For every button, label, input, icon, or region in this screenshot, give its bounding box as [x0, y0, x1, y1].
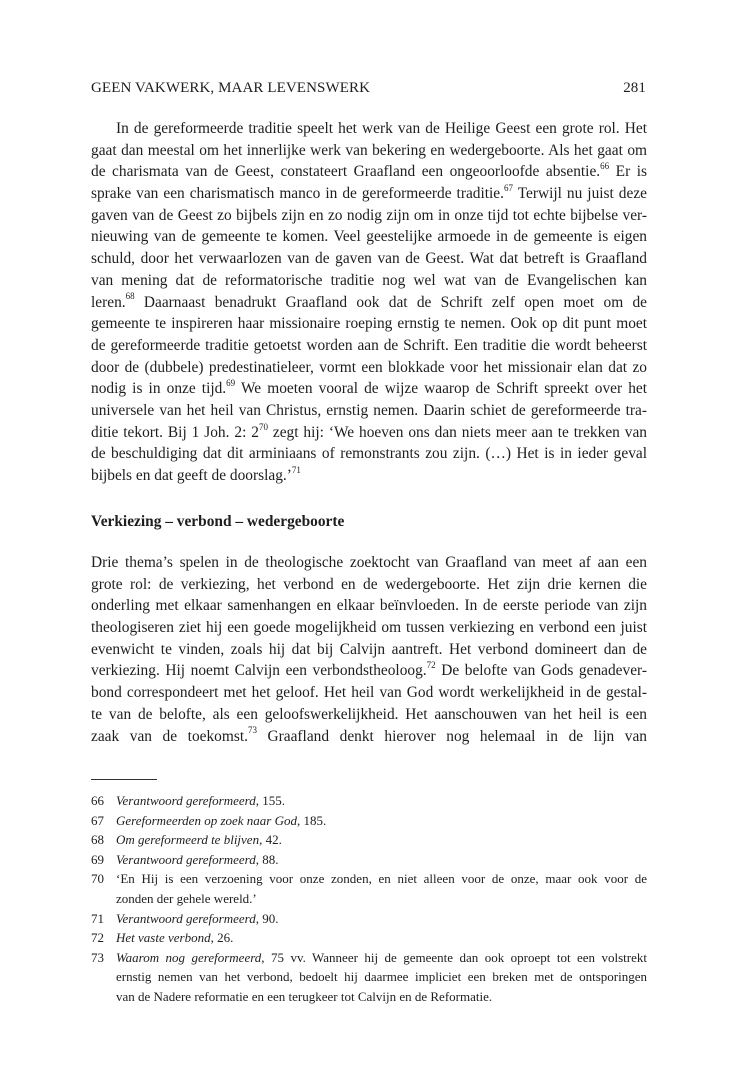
footnote-ref[interactable]: 69	[226, 378, 236, 389]
footnote	[91, 811, 647, 831]
text-line: de gereformeerde traditie getoetst worden aan de Schrift. Een traditie die wordt beheerst	[91, 336, 647, 354]
footnote-ref[interactable]: 73	[247, 725, 257, 736]
paragraph-2	[91, 552, 647, 747]
footnote-ref[interactable]: 68	[125, 291, 135, 302]
paragraph-1	[91, 118, 647, 487]
footnote-text: , 26.	[210, 930, 234, 946]
footnote	[91, 791, 647, 811]
footnote-text: ernstig nemen van het verbond, bedoelt hij daarmee impliciet een breken met de ontsporingen	[116, 969, 647, 985]
text-line: nieuwing van de gemeente te komen. Veel geestelijke armoede in de gemeente is eigen	[91, 228, 647, 246]
text-line: schuld, door het verwaarlozen van de gaven van de Geest. Wat dat betreft is Graafland	[91, 250, 647, 268]
text-line: ditie tekort. Bij 1 Joh. 2: $2^{70}$ zegt hij: ‘We hoeven ons dan niets meer aan te trekken van	[91, 421, 647, 441]
footnote-number: 70	[91, 871, 104, 887]
text-line: de beschuldiging dat dit arminiaans of remonstrants zou zijn. (…) Het is in ieder geval	[91, 445, 647, 463]
text-line: theologiseren ziet hij een goede mogelijkheid om tussen verkiezing en verbond een juist	[91, 619, 647, 637]
footnote-text: , 75 vv. Wanneer hij de gemeente dan ook oproept tot een volstrekt	[261, 949, 647, 965]
footnote-ref[interactable]: 70	[258, 421, 268, 432]
footnote-number: 67	[91, 812, 104, 828]
text-line: de charismata van de Geest, constateert Graafland een ongeoorloofde absentie.$^{66}$ Er is	[91, 161, 647, 181]
text-line: gemeente te inspireren haar missionaire roeping ernstig te nemen. Ook op dit punt moet	[91, 315, 647, 333]
footnote-ref[interactable]: 71	[291, 464, 301, 475]
text-line: zaak van de toekomst.$^{73}$ Graafland denkt hierover nog helemaal in de lijn van	[91, 725, 647, 745]
running-head-title: GEEN VAKWERK, MAAR LEVENSWERK	[91, 80, 371, 96]
text-line: door de (dubbele) predestinatieleer, vormt een blokkade voor het missionair elan dat zo	[91, 358, 647, 376]
footnotes	[91, 791, 647, 1007]
text-line: universele van het heil van Christus, ernstig nemen. Daarin schiet de gereformeerde tra-	[91, 401, 647, 419]
footnote-separator	[91, 779, 157, 780]
footnote-title: Om gereformeerd te blijven	[116, 832, 260, 848]
text-line: leren.$^{68}$ Daarnaast benadrukt Graafland ook dat de Schrift zelf open moet om de	[91, 291, 647, 311]
footnote-text: , 42.	[259, 832, 282, 848]
footnote-number: 68	[91, 832, 104, 848]
text-line: onderling met elkaar samenhangen en elkaar beïnvloeden. In de eerste periode van zijn	[91, 597, 647, 615]
footnote	[91, 850, 647, 870]
text-line: bond correspondeert met het geloof. Het heil van God wordt werkelijkheid in de gestal-	[91, 684, 647, 702]
footnote-number: 71	[91, 910, 104, 926]
footnote-text: , 88.	[255, 851, 279, 867]
footnote	[91, 869, 647, 908]
text-line: grote rol: de verkiezing, het verbond en de wedergeboorte. Het zijn drie kernen die	[91, 575, 647, 593]
page-number: 281	[623, 80, 646, 96]
footnote-title: Gereformeerden op zoek naar God	[116, 812, 297, 828]
footnote-title: Verantwoord gereformeerd	[116, 851, 256, 867]
footnote-text: van de Nadere reformatie en een terugkeer tot Calvijn en de Reformatie.	[116, 988, 493, 1004]
footnote-text: , 185.	[297, 812, 327, 828]
text-line: verkiezing. Hij noemt Calvijn een verbondstheoloog.$^{72}$ De belofte van Gods genadever-	[91, 660, 647, 680]
footnote-ref[interactable]: 72	[426, 660, 436, 671]
footnote-number: 73	[91, 949, 104, 965]
footnote	[91, 948, 647, 1007]
text-line: bijbels en dat geeft de doorslag.’$^{71}$	[91, 464, 301, 484]
footnote-title: Het vaste verbond	[116, 930, 211, 946]
footnote-ref[interactable]: 66	[600, 161, 610, 172]
footnote-title: Verantwoord gereformeerd	[116, 910, 256, 926]
footnote-number: 69	[91, 851, 104, 867]
footnote-text: ‘En Hij is een verzoening voor onze zonden, en niet alleen voor de onze, maar ook voor de	[116, 871, 647, 887]
footnote-title: Verantwoord gereformeerd	[116, 793, 256, 808]
footnote-text: zonden der gehele wereld.’	[116, 890, 257, 906]
text-line: nodig is in onze tijd.$^{69}$ We moeten vooral de wijze waarop de Schrift spreekt over het	[91, 378, 648, 398]
footnote-number: 66	[91, 793, 104, 808]
footnote	[91, 928, 647, 948]
text-line: sprake van een charismatisch manco in de gereformeerde traditie.$^{67}$ Terwijl nu juist deze	[91, 182, 647, 203]
footnote	[91, 830, 647, 850]
text-line: Drie thema’s spelen in de theologische zoektocht van Graafland van meet af aan een	[91, 554, 647, 571]
section-heading: Verkiezing – verbond – wedergeboorte	[91, 513, 345, 530]
footnote-text: , 90.	[255, 910, 279, 926]
footnote-number: 72	[91, 930, 104, 946]
footnote	[91, 909, 647, 929]
text-line: te van de belofte, als een geloofswerkelijkheid. Het aanschouwen van het heil is een	[91, 705, 647, 723]
footnote-ref[interactable]: 67	[503, 182, 513, 193]
footnote-title: Waarom nog gereformeerd	[116, 949, 262, 965]
text-line: gaat dan meestal om het innerlijke werk van bekering en wedergeboorte. Als het gaat om	[91, 141, 647, 159]
text-line: In de gereformeerde traditie speelt het werk van de Heilige Geest een grote rol. Het	[116, 120, 647, 137]
text-line: evenwicht te vinden, zoals hij dat bij Calvijn aantreft. Het verbond domineert dan de	[91, 640, 647, 658]
text-line: van mening dat de reformatorische traditie nog wel wat van de Evangelischen kan	[91, 271, 647, 289]
text-line: gaven van de Geest zo bijbels zijn en zo nodig zijn om in onze tijd tot echte bijbelse ver-	[91, 206, 647, 224]
footnote-text: , 155.	[255, 793, 285, 808]
